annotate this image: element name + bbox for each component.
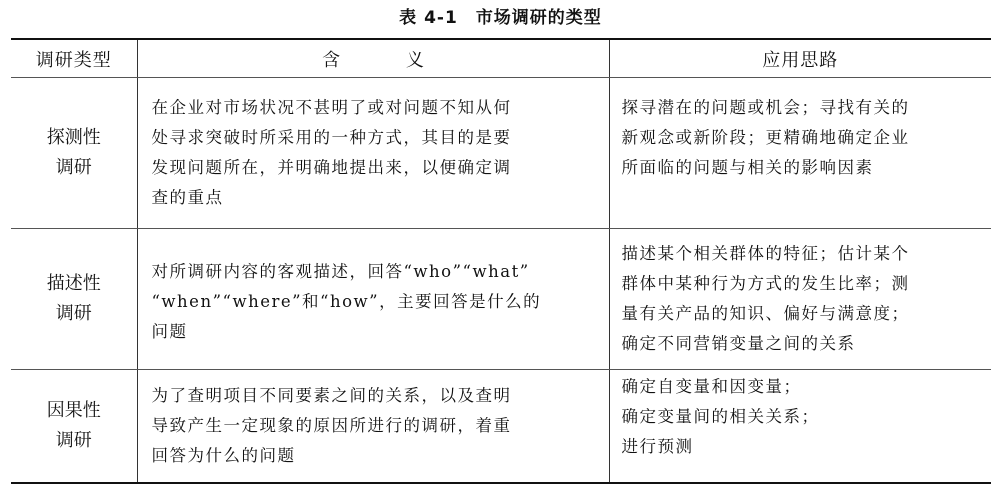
table-row bbox=[11, 78, 991, 229]
cell-meaning bbox=[137, 78, 609, 229]
text-line: 发现问题所在，并明确地提出来，以便确定调 bbox=[151, 158, 512, 177]
text-line: 为了查明项目不同要素之间的关系，以及查明 bbox=[151, 386, 512, 405]
text-line: 探寻潜在的问题或机会；寻找有关的 bbox=[621, 98, 910, 117]
text-line: 确定不同营销变量之间的关系 bbox=[621, 334, 856, 353]
header-application: 应用思路 bbox=[609, 39, 991, 78]
text-line: 确定自变量和因变量； bbox=[621, 377, 802, 396]
cell-research-type bbox=[11, 370, 137, 484]
text-line: 处寻求突破时所采用的一种方式，其目的是要 bbox=[151, 128, 512, 147]
table-caption bbox=[0, 5, 1001, 31]
text-line: 回答为什么的问题 bbox=[151, 446, 296, 465]
header-meaning: 含 义 bbox=[137, 39, 609, 78]
type-line: 调研 bbox=[55, 430, 92, 451]
cell-meaning bbox=[137, 229, 609, 370]
text-line: 所面临的问题与相关的影响因素 bbox=[621, 158, 874, 177]
cell-meaning bbox=[137, 370, 609, 484]
market-research-types-table bbox=[11, 38, 991, 484]
table-row bbox=[11, 370, 991, 484]
type-line: 调研 bbox=[55, 157, 92, 178]
text-line: 新观念或新阶段；更精确地确定企业 bbox=[621, 128, 910, 147]
text-line: 量有关产品的知识、偏好与满意度； bbox=[621, 304, 910, 323]
text-line: 问题 bbox=[151, 322, 188, 341]
cell-application bbox=[609, 78, 991, 229]
cell-research-type bbox=[11, 229, 137, 370]
table-row bbox=[11, 229, 991, 370]
table-number: 表 4-1 bbox=[399, 8, 458, 28]
text-line: 对所调研内容的客观描述，回答“who”“what” bbox=[151, 262, 530, 281]
text-line: 在企业对市场状况不甚明了或对问题不知从何 bbox=[151, 98, 512, 117]
table-header-row bbox=[11, 39, 991, 78]
type-line: 因果性 bbox=[46, 400, 101, 421]
table-title: 市场调研的类型 bbox=[475, 8, 602, 28]
text-line: 进行预测 bbox=[621, 437, 694, 456]
type-line: 探测性 bbox=[46, 127, 101, 148]
text-line: 描述某个相关群体的特征；估计某个 bbox=[621, 244, 910, 263]
text-line: “when”“where”和“how”，主要回答是什么的 bbox=[151, 292, 542, 311]
cell-application bbox=[609, 370, 991, 484]
cell-research-type bbox=[11, 78, 137, 229]
cell-application bbox=[609, 229, 991, 370]
header-research-type: 调研类型 bbox=[11, 39, 137, 78]
type-line: 描述性 bbox=[46, 273, 101, 294]
text-line: 确定变量间的相关关系； bbox=[621, 407, 820, 426]
text-line: 查的重点 bbox=[151, 188, 224, 207]
type-line: 调研 bbox=[55, 303, 92, 324]
text-line: 导致产生一定现象的原因所进行的调研，着重 bbox=[151, 416, 512, 435]
text-line: 群体中某种行为方式的发生比率；测 bbox=[621, 274, 910, 293]
